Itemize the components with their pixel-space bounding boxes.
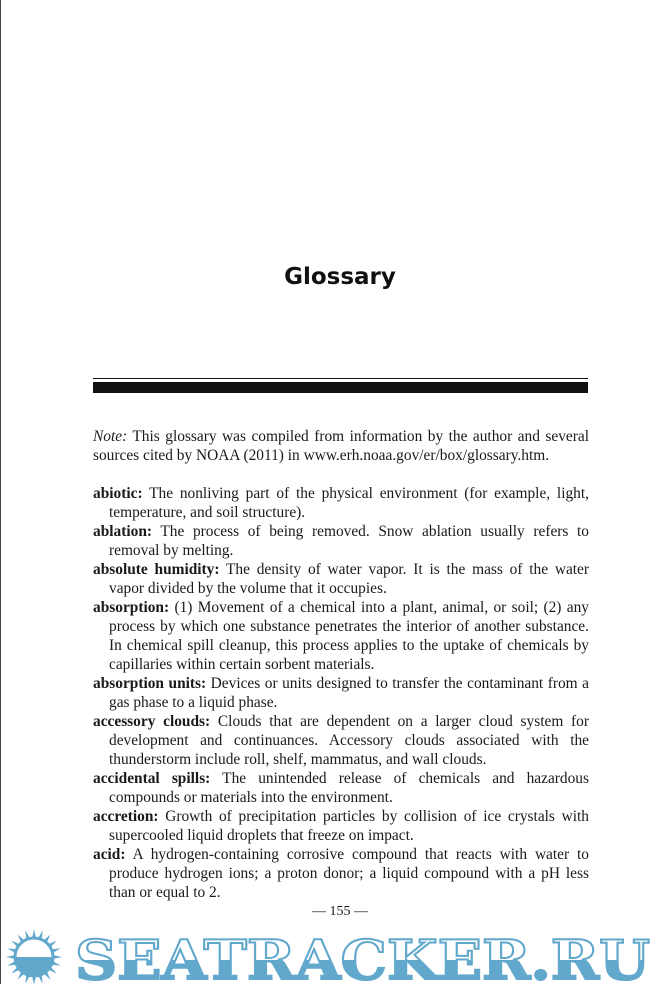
note-text: This glossary was compiled from information by the author and several sources cited by NOAA (2011) in www.erh.noaa.gov/er/box/glossary.htm. — [93, 428, 589, 464]
glossary-entry — [93, 712, 589, 769]
entry-term: absolute humidity: — [93, 561, 220, 578]
page-title: Glossary — [284, 264, 396, 290]
page-number: — 155 — — [312, 904, 368, 919]
entry-term: ablation: — [93, 523, 153, 540]
entry-term: accretion: — [93, 808, 159, 825]
watermark-logo — [0, 925, 661, 984]
entry-definition: The density of water vapor. It is the mass of the water vapor divided by the volume that it occupies. — [109, 561, 590, 597]
entry-definition: The nonliving part of the physical environment (for example, light, temperature, and soil structure). — [109, 485, 589, 521]
entry-term: absorption units: — [93, 675, 207, 692]
entry-term: absorption: — [93, 599, 170, 616]
glossary-entry — [93, 807, 589, 845]
entry-definition: Clouds that are dependent on a larger cloud system for development and continuances. Accessory clouds associated with the thunderstorm include roll, shelf, mammatus, and wall clouds. — [109, 713, 589, 768]
entry-definition: The unintended release of chemicals and hazardous compounds or materials into the environment. — [109, 770, 589, 806]
entry-term: accessory clouds: — [93, 713, 211, 730]
entry-definition: The process of being removed. Snow ablation usually refers to removal by melting. — [109, 523, 589, 559]
glossary-entry — [93, 674, 589, 712]
entry-definition: (1) Movement of a chemical into a plant, animal, or soil; (2) any process by which one substance penetrates the interior of another substance. In chemical spill cleanup, this process applies to the uptake of chemicals by capillaries within certain sorbent materials. — [109, 599, 589, 673]
entry-definition: Devices or units designed to transfer the contaminant from a gas phase to a liquid phase. — [109, 675, 589, 711]
glossary-body — [93, 427, 589, 902]
entry-term: abiotic: — [93, 485, 143, 502]
sun-icon — [6, 929, 62, 984]
glossary-entry — [93, 845, 589, 902]
title-rule-thin — [93, 378, 588, 379]
glossary-entry — [93, 522, 589, 560]
glossary-entry — [93, 560, 589, 598]
entry-definition: A hydrogen-containing corrosive compound that reacts with water to produce hydrogen ions; a proton donor; a liquid compound with a pH less than or equal to 2. — [109, 846, 589, 901]
glossary-note — [93, 427, 589, 465]
page-edge — [0, 0, 1, 984]
title-rule-thick — [93, 382, 588, 393]
watermark-text: SEATRACKER.RU — [75, 928, 650, 984]
entry-definition: Growth of precipitation particles by collision of ice crystals with supercooled liquid droplets that freeze on impact. — [109, 808, 589, 844]
glossary-entries — [93, 484, 589, 902]
entry-term: acid: — [93, 846, 126, 863]
glossary-entry — [93, 769, 589, 807]
glossary-entry — [93, 598, 589, 674]
glossary-entry — [93, 484, 589, 522]
entry-term: accidental spills: — [93, 770, 211, 787]
note-label: Note: — [93, 428, 128, 445]
